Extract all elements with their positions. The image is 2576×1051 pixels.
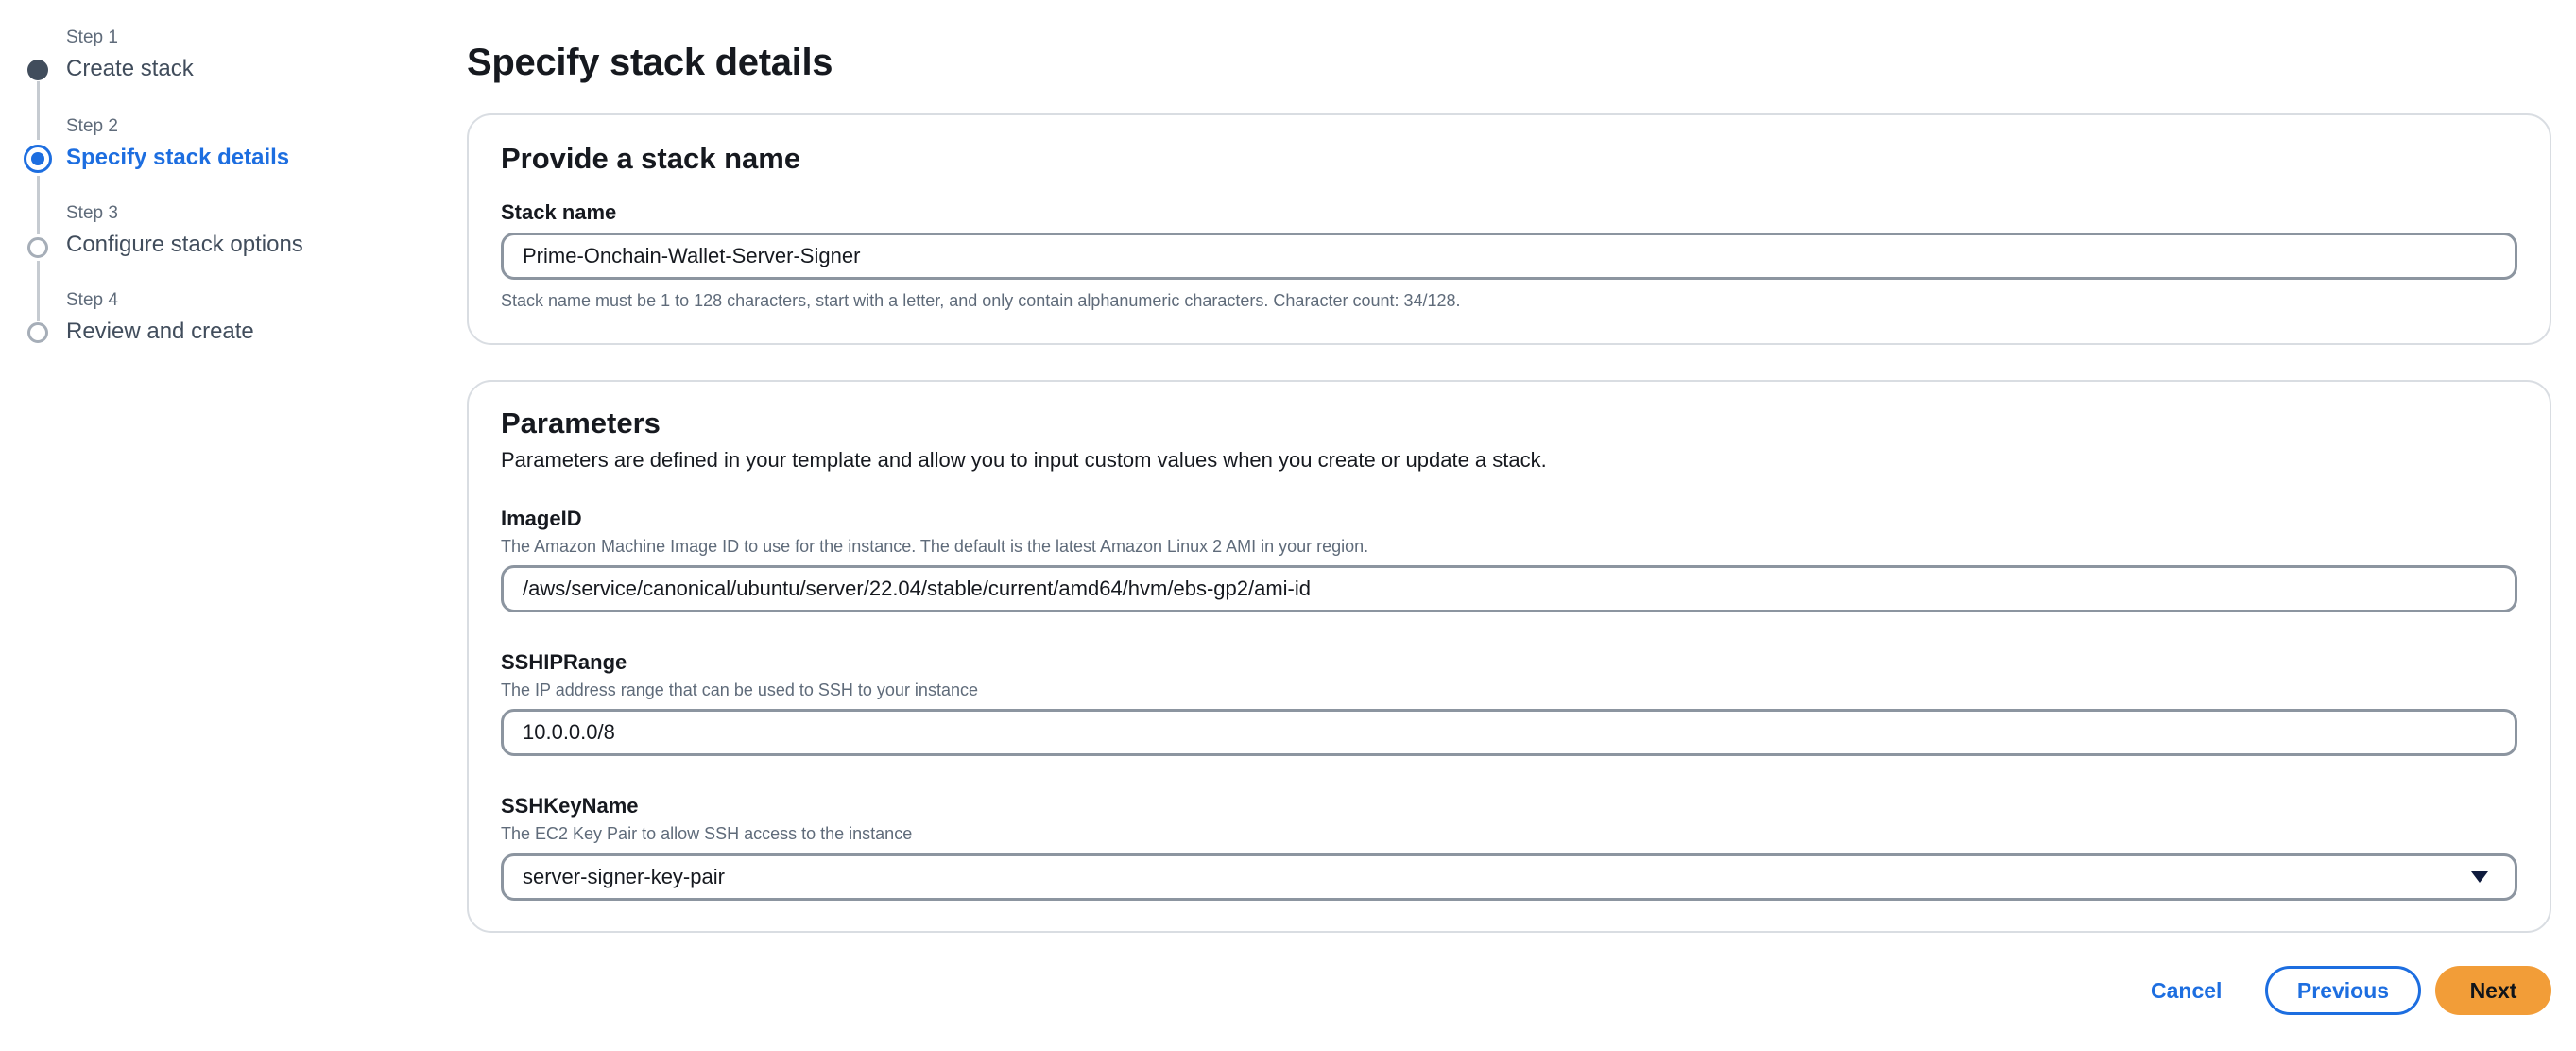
step-pending-icon — [27, 237, 48, 258]
sshiprange-input[interactable] — [501, 709, 2517, 756]
step-label: Specify stack details — [66, 145, 290, 170]
page-title: Specify stack details — [467, 42, 833, 83]
stepper-connector — [37, 176, 40, 234]
step-pending-icon — [27, 322, 48, 343]
step-label: Review and create — [66, 319, 254, 344]
stack-name-input[interactable] — [501, 233, 2517, 280]
sshkeyname-label: SSHKeyName — [501, 794, 639, 818]
previous-button[interactable]: Previous — [2265, 966, 2421, 1015]
imageid-description: The Amazon Machine Image ID to use for the instance. The default is the latest Amazon Linux 2 AMI in your region. — [501, 537, 1369, 556]
stack-name-label: Stack name — [501, 200, 617, 224]
cancel-button[interactable]: Cancel — [2138, 966, 2235, 1015]
next-button[interactable]: Next — [2435, 966, 2551, 1015]
step-current-icon — [24, 145, 52, 173]
step-number: Step 2 — [66, 116, 118, 136]
caret-down-icon — [2471, 871, 2488, 883]
stepper-item-review-and-create — [66, 289, 254, 346]
step-number: Step 4 — [66, 290, 118, 310]
sshkeyname-description: The EC2 Key Pair to allow SSH access to the instance — [501, 824, 913, 843]
section-description: Parameters are defined in your template and allow you to input custom values when you create or update a stack. — [501, 448, 1547, 472]
stepper-connector — [37, 261, 40, 321]
parameters-container — [467, 380, 2551, 933]
step-number: Step 1 — [66, 27, 118, 47]
stepper-item-create-stack[interactable] — [66, 26, 194, 83]
step-number: Step 3 — [66, 203, 118, 223]
step-label: Create stack — [66, 56, 194, 81]
sshiprange-label: SSHIPRange — [501, 650, 627, 674]
wizard-stepper — [0, 0, 416, 378]
stepper-item-configure-stack-options — [66, 202, 303, 259]
stepper-item-specify-stack-details — [66, 115, 289, 172]
sshkeyname-selected-value: server-signer-key-pair — [523, 865, 725, 888]
step-completed-icon — [27, 60, 48, 80]
imageid-label: ImageID — [501, 507, 582, 530]
section-title: Provide a stack name — [501, 142, 801, 175]
stack-name-container — [467, 113, 2551, 345]
section-title: Parameters — [501, 406, 661, 439]
stepper-connector — [37, 81, 40, 140]
imageid-input[interactable] — [501, 565, 2517, 612]
stack-name-constraint-text: Stack name must be 1 to 128 characters, start with a letter, and only contain alphanumeric characters. Character count: 34/128. — [501, 291, 1461, 310]
sshiprange-description: The IP address range that can be used to SSH to your instance — [501, 681, 978, 699]
step-label: Configure stack options — [66, 232, 303, 257]
sshkeyname-select[interactable] — [501, 853, 2517, 901]
